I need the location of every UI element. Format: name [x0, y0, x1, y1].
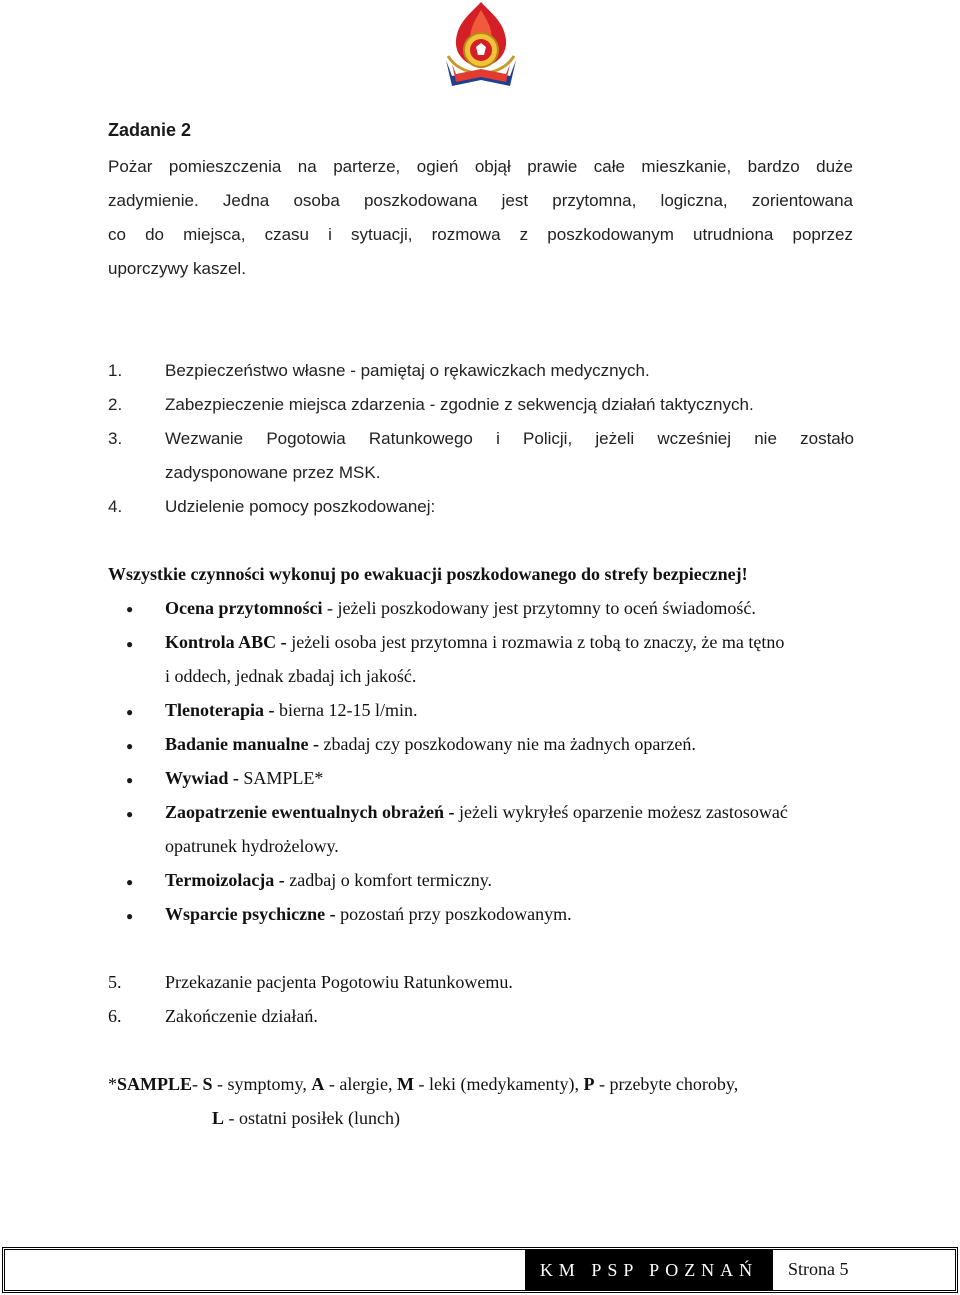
bullet-item — [165, 904, 855, 925]
step-number: 3. — [108, 429, 123, 448]
footnote-text: * — [108, 1074, 117, 1094]
intro-line: zadymienie. Jedna osoba poszkodowana jest przytomna, logiczna, zorientowana — [108, 191, 853, 210]
intro-line: Pożar pomieszczenia na parterze, ogień objął prawie całe mieszkanie, bardzo duże — [108, 157, 853, 176]
bullet-heading: Wywiad - — [165, 768, 239, 788]
bullet-item — [165, 734, 855, 755]
footnote-text: - przebyte choroby, — [594, 1074, 739, 1094]
psp-logo — [440, 0, 522, 92]
bullet-heading: Ocena przytomności — [165, 598, 323, 618]
bullet-item — [165, 632, 855, 653]
footnote-bold: L — [212, 1108, 225, 1128]
intro-line: co do miejsca, czasu i sytuacji, rozmowa z poszkodowanym utrudniona poprzez — [108, 225, 853, 244]
bullet-dot-icon: ● — [126, 875, 134, 889]
bullet-heading: Kontrola ABC - — [165, 632, 287, 652]
sample-footnote-line1 — [108, 1074, 738, 1095]
page-number: Strona 5 — [788, 1259, 849, 1279]
bullet-item — [165, 598, 855, 619]
step-number: 6. — [108, 1006, 122, 1026]
step-text: Zakończenie działań. — [165, 1006, 318, 1026]
bullet-dot-icon: ● — [126, 807, 134, 821]
bullet-heading: Wsparcie psychiczne - — [165, 904, 336, 924]
bullet-dot-icon: ● — [126, 773, 134, 787]
bullet-text: - jeżeli poszkodowany jest przytomny to oceń świadomość. — [322, 598, 756, 618]
bullet-item — [165, 870, 855, 891]
footnote-bold: P — [583, 1074, 595, 1094]
step-number: 5. — [108, 972, 122, 992]
task-title: Zadanie 2 — [108, 120, 192, 140]
footnote-bold: S — [202, 1074, 213, 1094]
bullet-text: bierna 12-15 l/min. — [274, 700, 418, 720]
footnote-text: - symptomy, — [212, 1074, 312, 1094]
footnote-text: - alergie, — [324, 1074, 398, 1094]
evacuation-warning: Wszystkie czynności wykonuj po ewakuacji poszkodowanego do strefy bezpiecznej! — [108, 564, 748, 584]
step-number: 2. — [108, 395, 123, 414]
step-text: Przekazanie pacjenta Pogotowiu Ratunkowemu. — [165, 972, 513, 992]
bullet-dot-icon: ● — [126, 739, 134, 753]
intro-line: uporczywy kaszel. — [108, 259, 246, 278]
step-number: 1. — [108, 361, 123, 380]
bullet-heading: Termoizolacja - — [165, 870, 285, 890]
footnote-bold: M — [397, 1074, 415, 1094]
bullet-text-continued: i oddech, jednak zbadaj ich jakość. — [165, 666, 417, 686]
footer-organization: KM PSP POZNAŃ — [525, 1250, 773, 1290]
bullet-dot-icon: ● — [126, 705, 134, 719]
bullet-text: zadbaj o komfort termiczny. — [284, 870, 493, 890]
bullet-item — [165, 700, 855, 721]
bullet-text: jeżeli wykryłeś oparzenie możesz zastosować — [454, 802, 788, 822]
bullet-heading: Tlenoterapia - — [165, 700, 275, 720]
bullet-dot-icon: ● — [126, 637, 134, 651]
bullet-text-continued: opatrunek hydrożelowy. — [165, 836, 339, 856]
bullet-heading: Badanie manualne - — [165, 734, 320, 754]
bullet-text: pozostań przy poszkodowanym. — [335, 904, 572, 924]
footnote-text: - — [192, 1074, 203, 1094]
bullet-text: jeżeli osoba jest przytomna i rozmawia z tobą to znaczy, że ma tętno — [286, 632, 785, 652]
footnote-text: - ostatni posiłek (lunch) — [224, 1108, 400, 1128]
step-text: Bezpieczeństwo własne - pamiętaj o rękawiczkach medycznych. — [165, 361, 650, 380]
bullet-item — [165, 768, 855, 789]
step-text: Wezwanie Pogotowia Ratunkowego i Policji, jeżeli wcześniej nie zostało — [165, 429, 854, 448]
step-text: Zabezpieczenie miejsca zdarzenia - zgodnie z sekwencją działań taktycznych. — [165, 395, 754, 414]
sample-footnote-line2 — [212, 1108, 400, 1129]
bullet-item — [165, 802, 855, 823]
step-number: 4. — [108, 497, 123, 516]
bullet-text: zbadaj czy poszkodowany nie ma żadnych oparzeń. — [319, 734, 696, 754]
bullet-heading: Zaopatrzenie ewentualnych obrażeń - — [165, 802, 455, 822]
step-text-continued: zadysponowane przez MSK. — [165, 463, 381, 482]
bullet-text: SAMPLE* — [238, 768, 324, 788]
bullet-dot-icon: ● — [126, 602, 134, 616]
footnote-text: - leki (medykamenty), — [414, 1074, 584, 1094]
bullet-dot-icon: ● — [126, 909, 134, 923]
step-text: Udzielenie pomocy poszkodowanej: — [165, 497, 436, 516]
footnote-bold: SAMPLE — [117, 1074, 193, 1094]
footnote-bold: A — [311, 1074, 325, 1094]
